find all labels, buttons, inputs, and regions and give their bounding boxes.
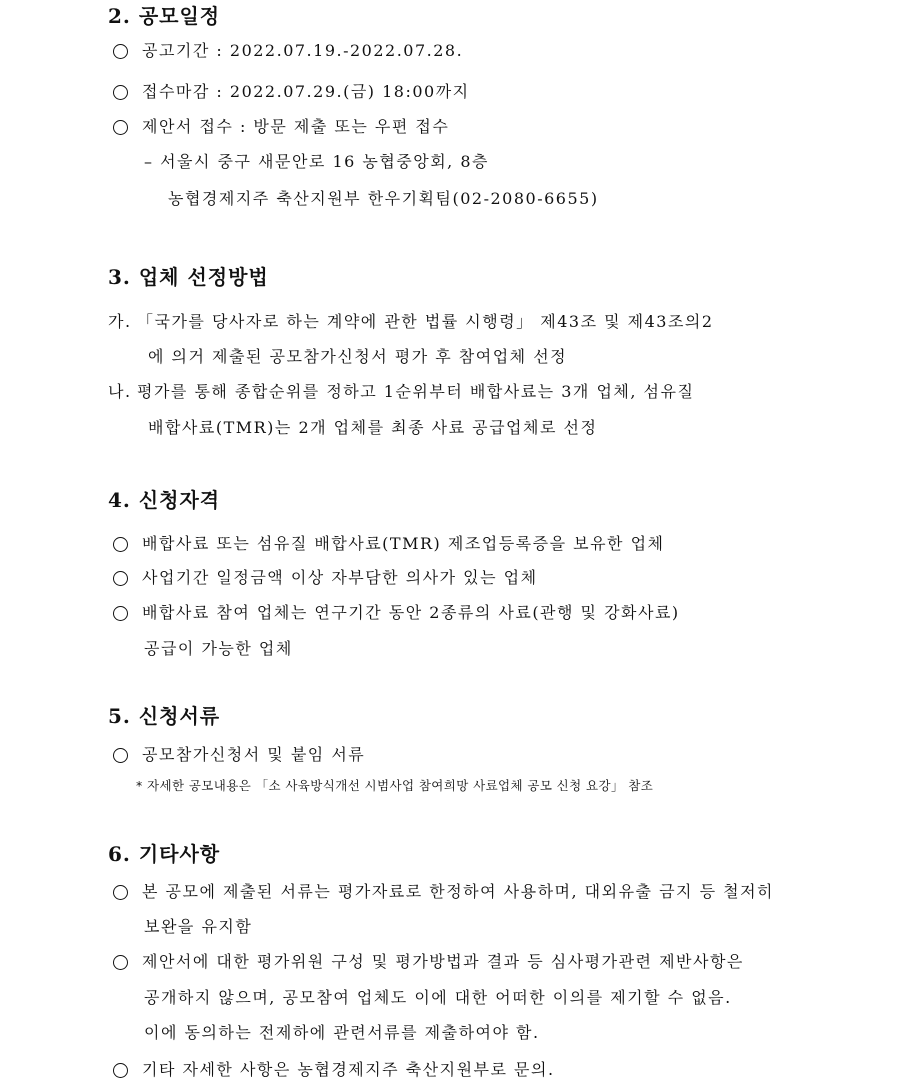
section-heading-other: 6. 기타사항 — [108, 842, 221, 866]
other-item-continuation: 공개하지 않으며, 공모참여 업체도 이에 대한 어떠한 이의를 제기할 수 없음. — [144, 988, 732, 1007]
eligibility-item: 사업기간 일정금액 이상 자부담한 의사가 있는 업체 — [142, 568, 538, 587]
circle-bullet-icon — [113, 85, 128, 100]
circle-bullet-icon — [113, 955, 128, 970]
circle-bullet-icon — [113, 606, 128, 621]
schedule-submission-method: 제안서 접수 : 방문 제출 또는 우편 접수 — [142, 117, 450, 136]
circle-bullet-icon — [113, 748, 128, 763]
eligibility-item: 배합사료 참여 업체는 연구기간 동안 2종류의 사료(관행 및 강화사료) — [142, 603, 680, 622]
list-marker: 가. — [108, 312, 132, 331]
eligibility-item-continuation: 공급이 가능한 업체 — [144, 639, 293, 658]
circle-bullet-icon — [113, 537, 128, 552]
other-item: 제안서에 대한 평가위원 구성 및 평가방법과 결과 등 심사평가관련 제반사항은 — [142, 952, 744, 971]
schedule-deadline: 접수마감 : 2022.07.29.(금) 18:00까지 — [142, 82, 470, 101]
circle-bullet-icon — [113, 120, 128, 135]
eligibility-item: 배합사료 또는 섬유질 배합사료(TMR) 제조업등록증을 보유한 업체 — [142, 534, 665, 553]
section-heading-eligibility: 4. 신청자격 — [108, 488, 221, 512]
circle-bullet-icon — [113, 44, 128, 59]
circle-bullet-icon — [113, 1063, 128, 1078]
other-item: 본 공모에 제출된 서류는 평가자료로 한정하여 사용하며, 대외유출 금지 등 철저히 — [142, 882, 774, 901]
section-heading-documents: 5. 신청서류 — [108, 704, 221, 728]
circle-bullet-icon — [113, 571, 128, 586]
documents-item: 공모참가신청서 및 붙임 서류 — [142, 745, 366, 764]
other-item: 기타 자세한 사항은 농협경제지주 축산지원부로 문의. — [142, 1060, 555, 1079]
section-heading-schedule: 2. 공모일정 — [108, 4, 221, 28]
section-heading-selection: 3. 업체 선정방법 — [108, 265, 269, 289]
other-item-continuation: 보완을 유지함 — [144, 917, 253, 936]
selection-item-line: 「국가를 당사자로 하는 계약에 관한 법률 시행령」 제43조 및 제43조의2 — [137, 312, 714, 331]
list-marker: 나. — [108, 382, 132, 401]
selection-item-line: 배합사료(TMR)는 2개 업체를 최종 사료 공급업체로 선정 — [148, 418, 598, 437]
selection-item-line: 에 의거 제출된 공모참가신청서 평가 후 참여업체 선정 — [148, 347, 568, 366]
selection-item-line: 평가를 통해 종합순위를 정하고 1순위부터 배합사료는 3개 업체, 섬유질 — [137, 382, 695, 401]
other-item-continuation: 이에 동의하는 전제하에 관련서류를 제출하여야 함. — [144, 1023, 540, 1042]
submission-address: – 서울시 중구 새문안로 16 농협중앙회, 8층 — [144, 152, 489, 171]
documents-note: * 자세한 공모내용은 「소 사육방식개선 시범사업 참여희망 사료업체 공모 신청 요강」 참조 — [136, 778, 654, 793]
circle-bullet-icon — [113, 885, 128, 900]
submission-contact: 농협경제지주 축산지원부 한우기획팀(02-2080-6655) — [168, 189, 599, 208]
schedule-notice-period: 공고기간 : 2022.07.19.-2022.07.28. — [142, 41, 464, 60]
